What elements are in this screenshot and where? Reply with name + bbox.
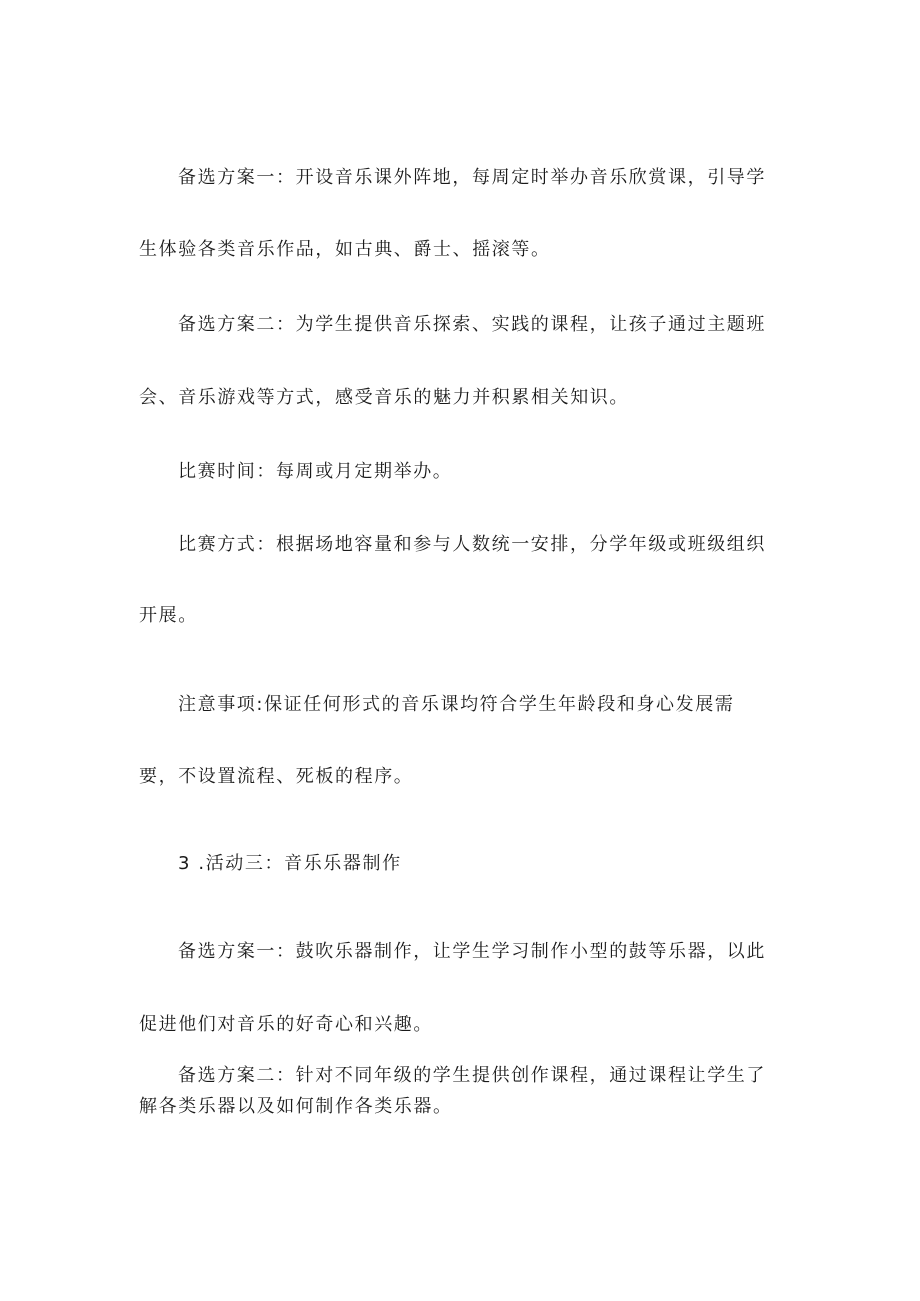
paragraph-notes-cont: 要，不设置流程、死板的程序。 bbox=[139, 766, 414, 787]
paragraph-activity3-plan1-cont: 促进他们对音乐的好奇心和兴趣。 bbox=[139, 1014, 433, 1035]
paragraph-activity3-plan1: 备选方案一：鼓吹乐器制作，让学生学习制作小型的鼓等乐器，以此 bbox=[178, 941, 766, 962]
paragraph-plan2-music-practice: 备选方案二：为学生提供音乐探索、实践的课程，让孩子通过主题班 bbox=[178, 314, 766, 335]
paragraph-notes: 注意事项:保证任何形式的音乐课均符合学生年龄段和身心发展需 bbox=[178, 694, 735, 715]
paragraph-competition-method-cont: 开展。 bbox=[139, 605, 198, 626]
paragraph-competition-method: 比赛方式：根据场地容量和参与人数统一安排，分学年级或班级组织 bbox=[178, 534, 766, 555]
paragraph-plan1-music-appreciation-cont: 生体验各类音乐作品，如古典、爵士、摇滚等。 bbox=[139, 239, 551, 260]
paragraph-competition-time: 比赛时间：每周或月定期举办。 bbox=[178, 461, 453, 482]
section-heading-activity3: 3 .活动三：音乐乐器制作 bbox=[178, 853, 402, 874]
paragraph-plan1-music-appreciation: 备选方案一：开设音乐课外阵地，每周定时举办音乐欣赏课，引导学 bbox=[178, 167, 766, 188]
paragraph-activity3-plan2-cont: 解各类乐器以及如何制作各类乐器。 bbox=[139, 1096, 453, 1117]
paragraph-activity3-plan2: 备选方案二：针对不同年级的学生提供创作课程，通过课程让学生了 bbox=[178, 1065, 766, 1086]
paragraph-plan2-music-practice-cont: 会、音乐游戏等方式，感受音乐的魅力并积累相关知识。 bbox=[139, 387, 629, 408]
